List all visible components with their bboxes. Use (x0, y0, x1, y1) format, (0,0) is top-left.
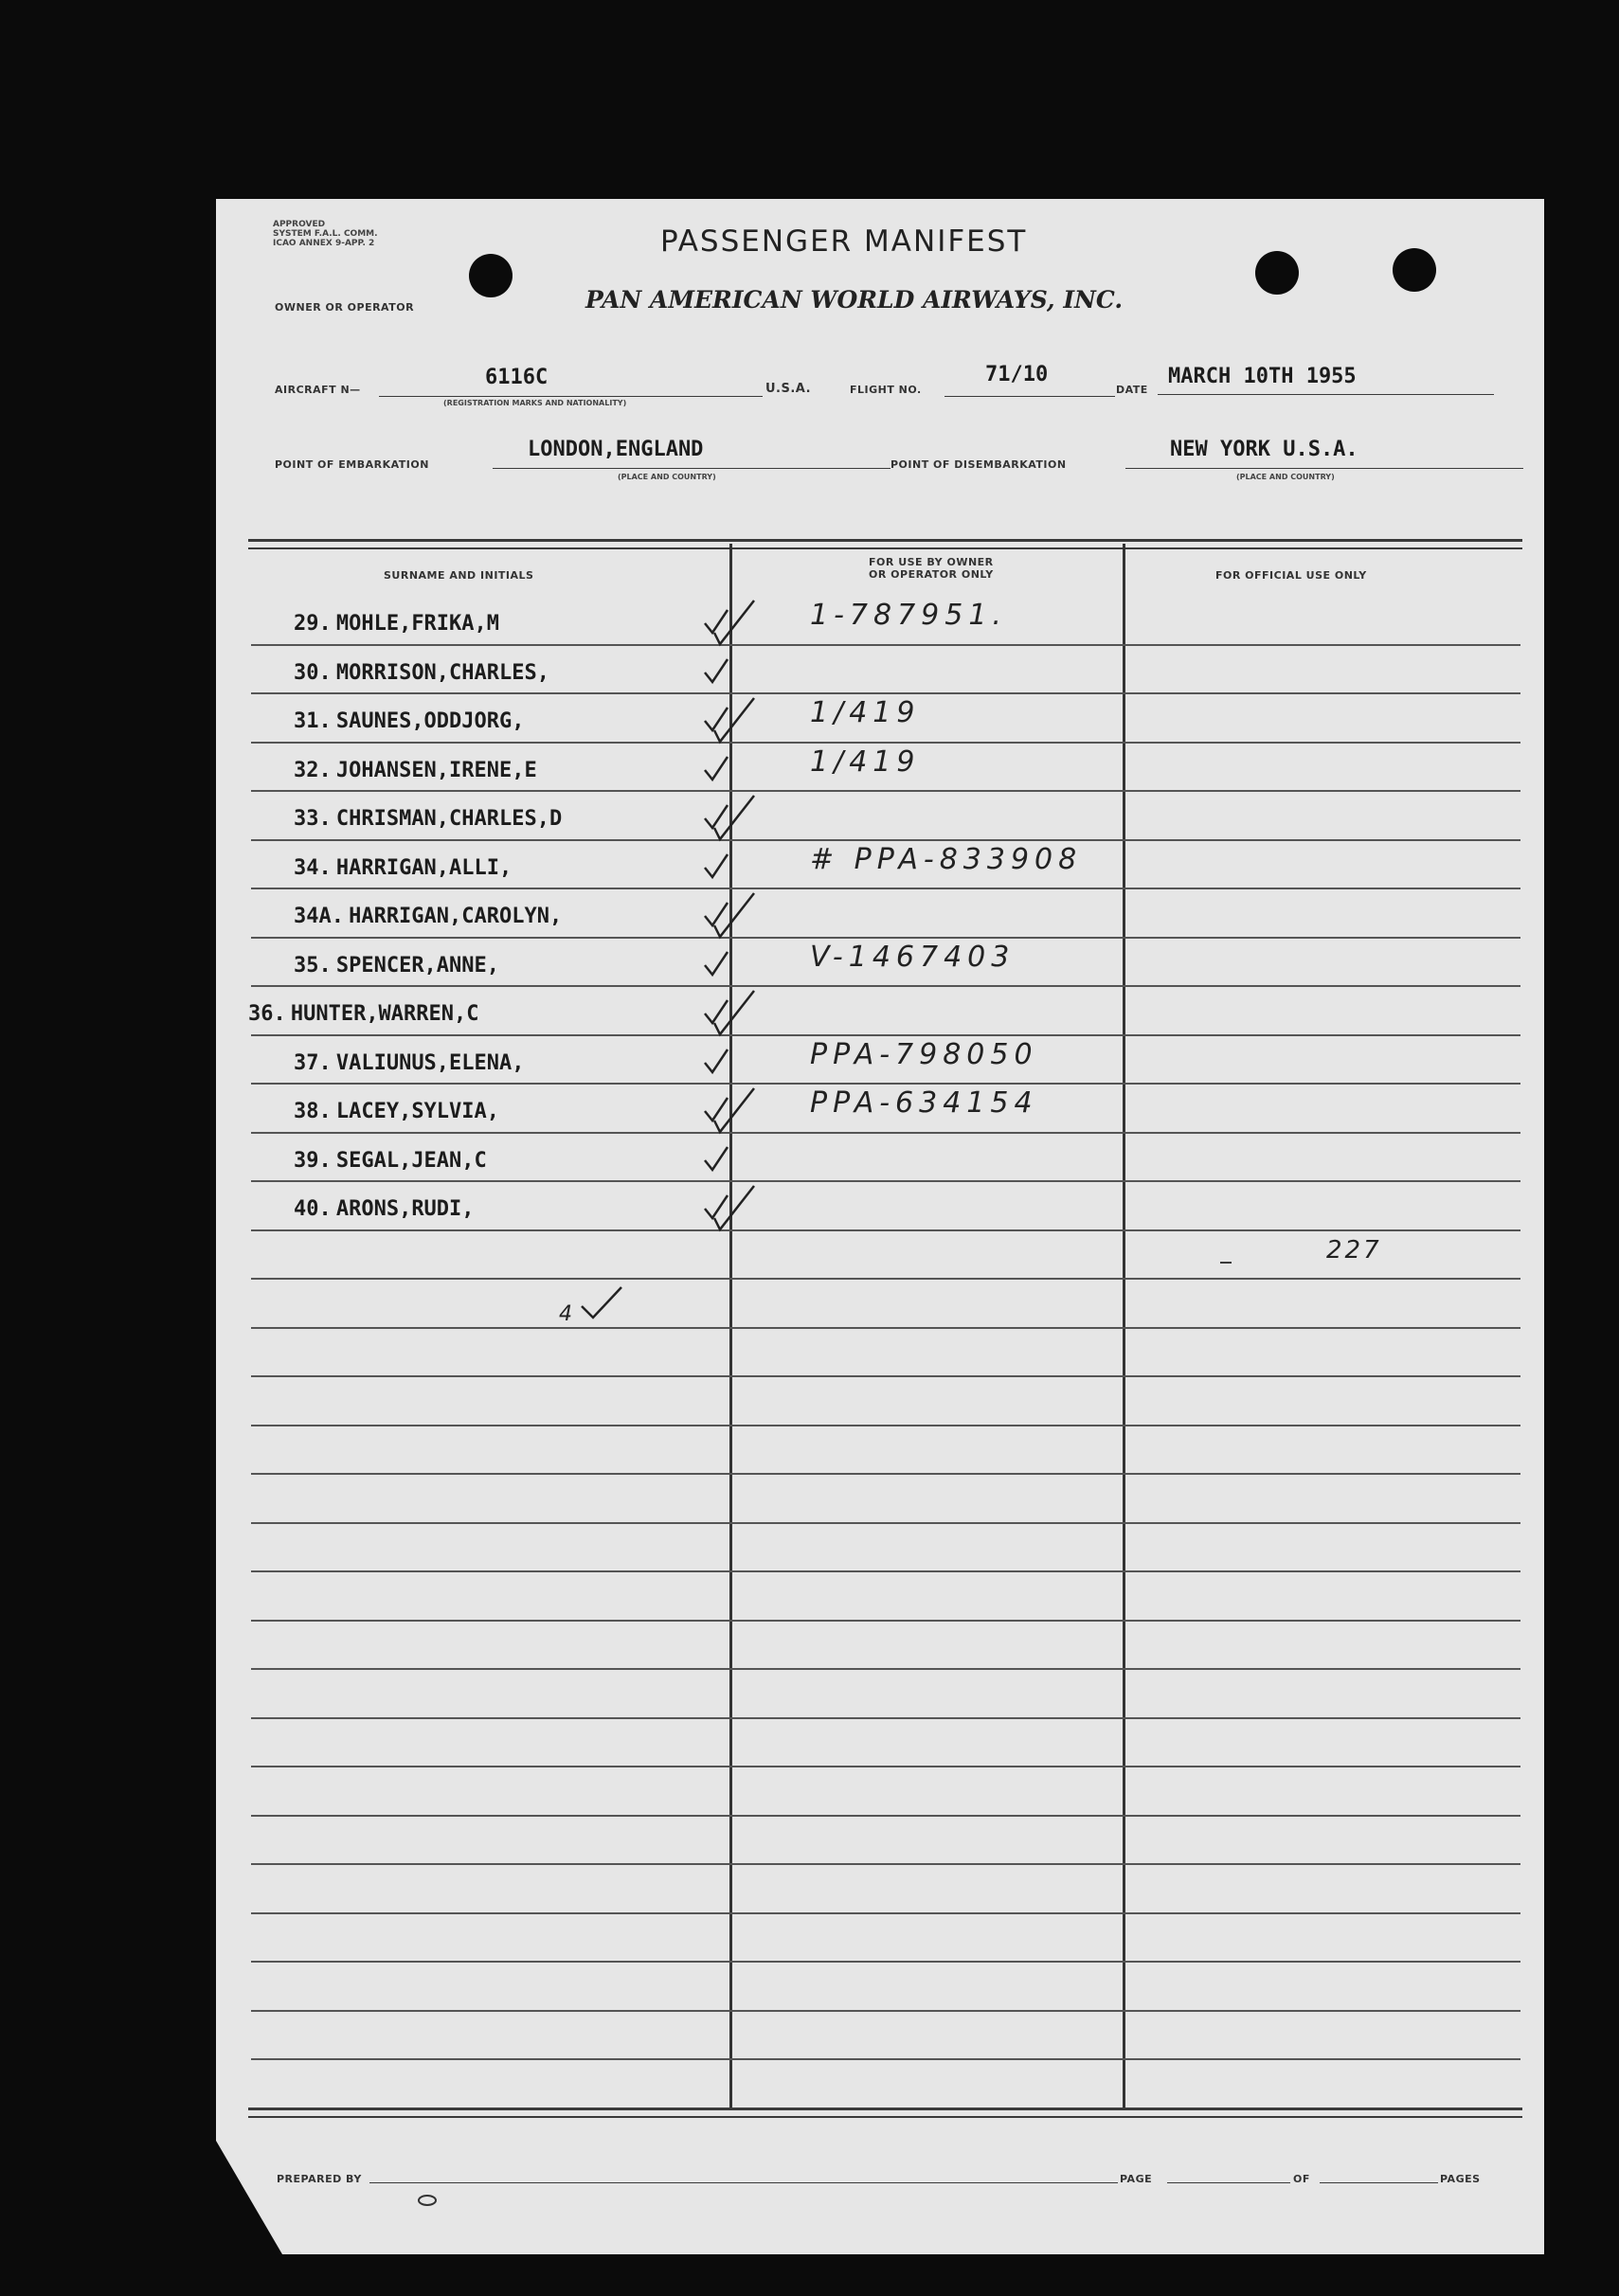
embarkation-value: LONDON,ENGLAND (528, 438, 704, 461)
passenger-number: 40. (294, 1197, 332, 1221)
row-rule (251, 1815, 1520, 1817)
aircraft-value: 6116C (485, 366, 549, 389)
passenger-number: 38. (294, 1100, 332, 1123)
row-rule (251, 1180, 1520, 1182)
passenger-name: ARONS,RUDI, (335, 1197, 475, 1221)
passenger-number: 29. (294, 612, 332, 636)
check-mark-icon (712, 1180, 760, 1233)
row-rule (251, 1620, 1520, 1622)
approval-line: SYSTEM F.A.L. COMM. (273, 229, 378, 239)
page-label: PAGE (1120, 2173, 1153, 2185)
union-bug-icon (417, 2194, 438, 2207)
column-header-names: SURNAME AND INITIALS (384, 569, 534, 582)
check-mark-icon (712, 595, 760, 648)
passenger-name: LACEY,SYLVIA, (335, 1100, 500, 1123)
flight-label: FLIGHT NO. (850, 384, 922, 396)
approval-line: APPROVED (273, 220, 326, 229)
table-row (294, 709, 525, 733)
check-count: 4 (559, 1302, 578, 1326)
check-mark-icon (712, 985, 760, 1038)
row-rule (251, 1425, 1520, 1426)
passenger-number: 35. (294, 954, 332, 978)
row-rule (251, 1766, 1520, 1767)
row-rule (251, 742, 1520, 744)
row-rule (251, 937, 1520, 939)
of-label: OF (1293, 2173, 1310, 2185)
operator-note: # PPA-833908 (810, 843, 1083, 876)
passenger-name: HARRIGAN,CAROLYN, (349, 905, 563, 928)
punch-hole (469, 254, 513, 297)
operator-note: 1/419 (810, 745, 921, 779)
operator-name: PAN AMERICAN WORLD AIRWAYS, INC. (585, 286, 1124, 314)
prepared-by-label: PREPARED BY (277, 2173, 362, 2185)
table-row (294, 807, 562, 831)
operator-note: V-1467403 (810, 941, 1016, 974)
check-mark-icon (703, 851, 737, 885)
row-rule (251, 790, 1520, 792)
check-mark-icon (712, 1083, 760, 1136)
embarkation-label: POINT OF EMBARKATION (275, 458, 429, 471)
punch-hole (1255, 251, 1299, 295)
passenger-number: 32. (294, 759, 332, 782)
passenger-name: VALIUNUS,ELENA, (335, 1051, 525, 1075)
document-title: PASSENGER MANIFEST (660, 224, 1028, 259)
row-rule (251, 888, 1520, 889)
row-rule (251, 1278, 1520, 1280)
row-rule (251, 839, 1520, 841)
check-mark-icon (703, 655, 737, 690)
table-row (248, 1002, 479, 1026)
check-mark-icon (703, 1046, 737, 1080)
row-rule (251, 644, 1520, 646)
official-note: 227 (1326, 1236, 1382, 1265)
operator-note: 1-787951. (810, 599, 1007, 632)
row-rule (251, 692, 1520, 694)
passenger-name: HARRIGAN,ALLI, (335, 856, 513, 880)
row-rule (251, 1327, 1520, 1329)
passenger-name: MOHLE,FRIKA,M (335, 612, 500, 636)
row-rule (251, 1717, 1520, 1719)
row-rule (251, 1522, 1520, 1524)
row-rule (251, 2010, 1520, 2012)
check-mark-icon (712, 790, 760, 843)
approval-block (273, 220, 378, 248)
row-rule (251, 985, 1520, 987)
approval-line: ICAO ANNEX 9-APP. 2 (273, 239, 375, 248)
table-row (294, 1051, 525, 1075)
passenger-number: 34A. (294, 905, 344, 928)
disembarkation-label: POINT OF DISEMBARKATION (890, 458, 1067, 471)
row-rule (251, 1961, 1520, 1963)
table-row (294, 856, 512, 880)
passenger-number: 39. (294, 1149, 332, 1173)
table-row (294, 1149, 487, 1173)
passenger-number: 36. (248, 1002, 286, 1026)
folded-corner (216, 2141, 282, 2254)
pages-label: PAGES (1440, 2173, 1481, 2185)
row-rule (251, 1132, 1520, 1134)
row-rule (251, 1473, 1520, 1475)
column-header-owner: FOR USE BY OWNER OR OPERATOR ONLY (869, 556, 994, 581)
place-note: (PLACE AND COUNTRY) (618, 473, 716, 481)
manifest-page (216, 199, 1544, 2254)
operator-note: 1/419 (810, 696, 921, 729)
passenger-name: SAUNES,ODDJORG, (335, 709, 525, 733)
row-rule (251, 2058, 1520, 2060)
passenger-number: 30. (294, 661, 332, 685)
aircraft-label: AIRCRAFT N— (275, 384, 361, 396)
column-divider (1123, 544, 1125, 2108)
passenger-number: 31. (294, 709, 332, 733)
table-row (294, 905, 562, 928)
table-row (294, 1197, 475, 1221)
row-rule (251, 1912, 1520, 1914)
row-rule (251, 1083, 1520, 1085)
operator-note: PPA-798050 (810, 1038, 1038, 1071)
disembarkation-value: NEW YORK U.S.A. (1170, 438, 1358, 461)
operator-note: PPA-634154 (810, 1086, 1038, 1120)
passenger-number: 34. (294, 856, 332, 880)
place-note: (PLACE AND COUNTRY) (1236, 473, 1335, 481)
table-row (294, 954, 499, 978)
passenger-name: SPENCER,ANNE, (335, 954, 500, 978)
row-rule (251, 1375, 1520, 1377)
row-rule (251, 1863, 1520, 1865)
table-row (294, 759, 537, 782)
date-label: DATE (1116, 384, 1148, 396)
row-rule (251, 1570, 1520, 1572)
registration-note: (REGISTRATION MARKS AND NATIONALITY) (443, 399, 627, 407)
check-mark-icon (703, 753, 737, 787)
passenger-name: HUNTER,WARREN,C (290, 1002, 479, 1026)
check-mark-icon (703, 1143, 737, 1177)
passenger-name: SEGAL,JEAN,C (335, 1149, 487, 1173)
column-header-official: FOR OFFICIAL USE ONLY (1215, 569, 1367, 582)
table-row (294, 1100, 499, 1123)
row-rule (251, 1229, 1520, 1231)
usa-label: U.S.A. (765, 382, 812, 396)
check-mark-icon (712, 692, 760, 745)
passenger-name: JOHANSEN,IRENE,E (335, 759, 537, 782)
passenger-name: MORRISON,CHARLES, (335, 661, 550, 685)
table-row (294, 661, 549, 685)
punch-hole (1393, 248, 1436, 292)
table-row (294, 612, 499, 636)
row-rule (251, 1668, 1520, 1670)
passenger-number: 33. (294, 807, 332, 831)
check-mark-icon (703, 948, 737, 982)
flight-date: MARCH 10TH 1955 (1168, 365, 1357, 388)
passenger-name: CHRISMAN,CHARLES,D (335, 807, 563, 831)
row-rule (251, 1034, 1520, 1036)
passenger-number: 37. (294, 1051, 332, 1075)
check-mark-icon (712, 888, 760, 941)
owner-label: OWNER OR OPERATOR (275, 301, 415, 314)
handwritten-check-icon (580, 1283, 637, 1321)
flight-number: 71/10 (985, 363, 1049, 386)
